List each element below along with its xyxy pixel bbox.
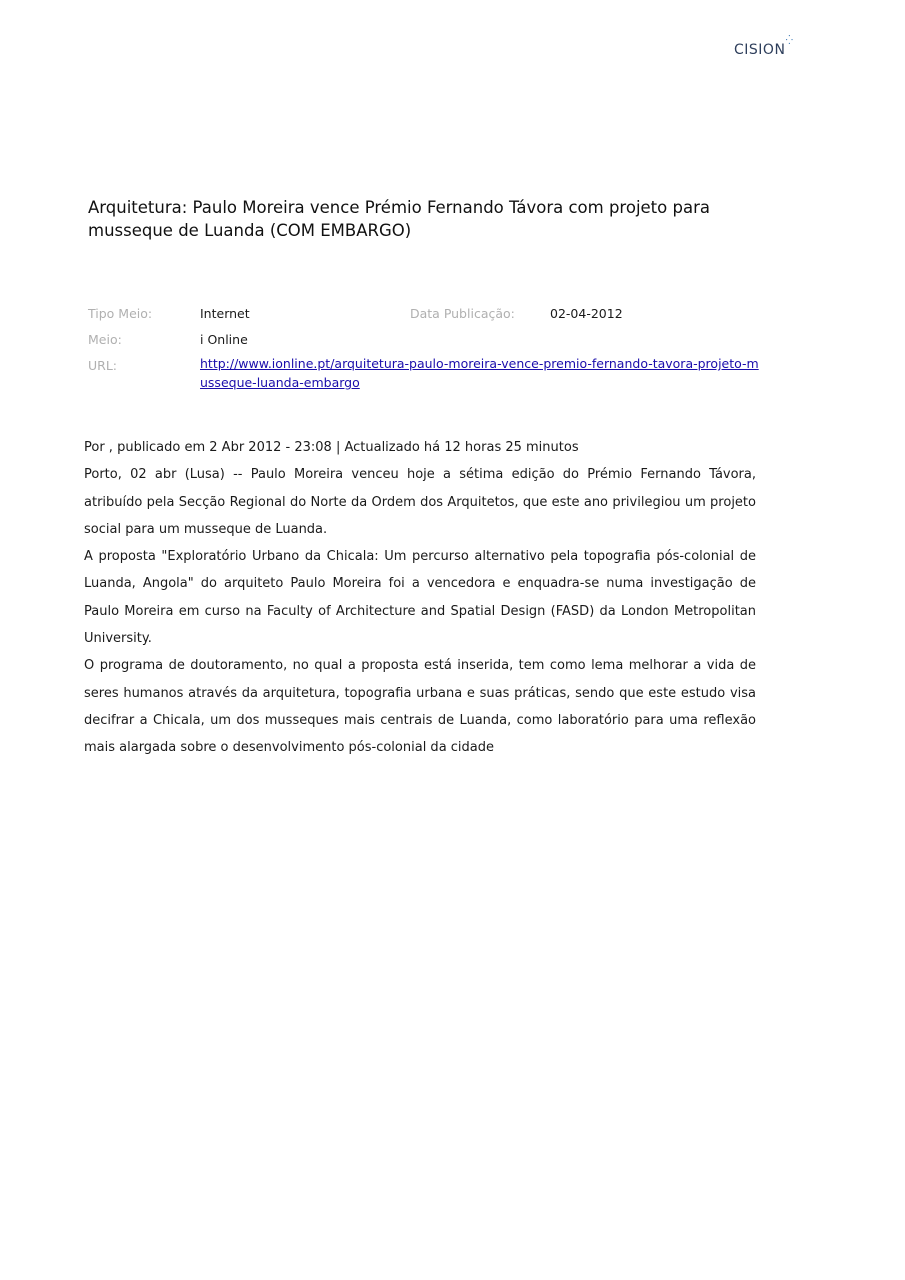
meio-label: Meio: [88, 332, 122, 347]
url-label: URL: [88, 358, 118, 373]
tipo-meio-value: Internet [200, 306, 250, 321]
data-publicacao-label: Data Publicação: [410, 306, 515, 321]
data-publicacao-value: 02-04-2012 [550, 306, 623, 321]
article-paragraph: O programa de doutoramento, no qual a proposta está inserida, tem como lema melhorar a vida de seres humanos através da arquitetura, topografia urbana e suas práticas, sendo que este estudo visa decifrar a Chicala, um dos musseques mais centrais de Luanda, como laboratório para uma reflexão mais alargada sobre o desenvolvimento pós-colonial da cidade [84, 658, 756, 756]
meio-value: i Online [200, 332, 248, 347]
cision-logo [734, 36, 794, 58]
article-url-link[interactable]: http://www.ionline.pt/arquitetura-paulo-moreira-vence-premio-fernando-tavora-projeto-musseque-luanda-embargo [200, 356, 759, 390]
tipo-meio-label: Tipo Meio: [88, 306, 153, 321]
article-headline: Arquitetura: Paulo Moreira vence Prémio Fernando Távora com projeto para musseque de Luanda (COM EMBARGO) [88, 198, 710, 240]
meta-row-url [88, 356, 768, 390]
metadata-block [88, 306, 768, 390]
logo-text: CISION [734, 42, 786, 58]
logo-dots-icon: ⁛ [785, 36, 794, 46]
meta-row-type [88, 306, 768, 332]
article-paragraph: A proposta "Exploratório Urbano da Chicala: Um percurso alternativo pela topografia pós-colonial de Luanda, Angola" do arquiteto Paulo Moreira foi a vencedora e enquadra-se numa investigação de Paulo Moreira em curso na Faculty of Architecture and Spatial Design (FASD) da London Metropolitan University. [84, 549, 756, 647]
article-byline: Por , publicado em 2 Abr 2012 - 23:08 | Actualizado há 12 horas 25 minutos [84, 440, 579, 455]
article-body [84, 434, 756, 762]
article-paragraph: Porto, 02 abr (Lusa) -- Paulo Moreira venceu hoje a sétima edição do Prémio Fernando Távora, atribuído pela Secção Regional do Norte da Ordem dos Arquitetos, que este ano privilegiou um projeto social para um musseque de Luanda. [84, 467, 756, 537]
